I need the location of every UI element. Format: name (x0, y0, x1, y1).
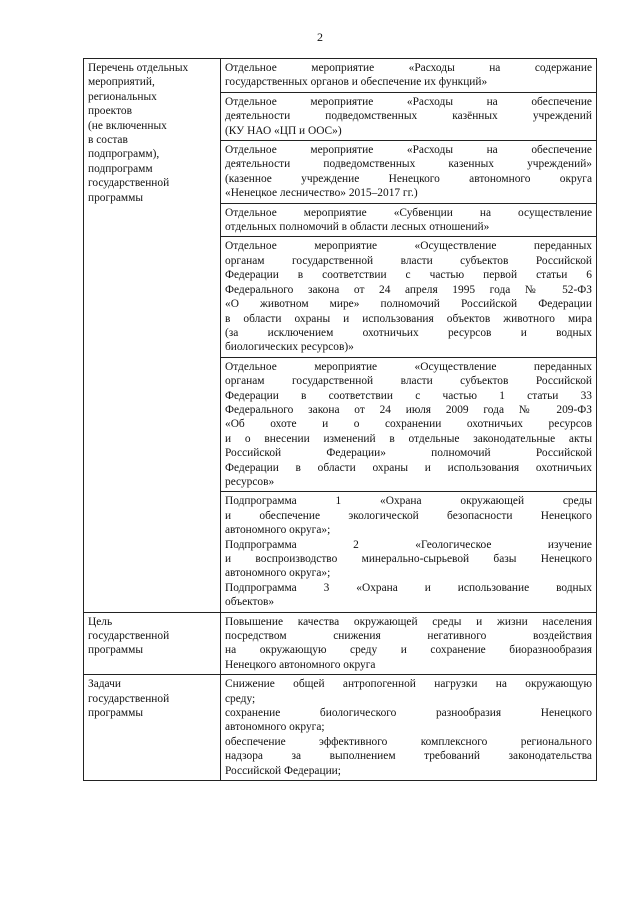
row-item-line: Повышение качества окружающей среды и жизни населения (225, 615, 592, 628)
row-item-line: в области охраны и использования объектов животного мира (225, 312, 592, 325)
row-label-line: мероприятий, (88, 76, 155, 89)
row-label-line: государственной (88, 177, 170, 190)
row-item-line: Подпрограмма 3 «Охрана и использование водных (225, 581, 592, 594)
row-item-line: Снижение общей антропогенной нагрузки на окружающую (225, 678, 592, 691)
row-label-line: в состав (88, 134, 128, 147)
row-item-line: и о внесении изменений в отдельные законодательные акты (225, 432, 592, 445)
row-item-cell (221, 612, 597, 675)
row-item-line: «Об охоте и о сохранении охотничьих ресурсов (225, 418, 592, 431)
row-item-line: автономного округа; (225, 721, 325, 734)
row-item-cell (221, 203, 597, 237)
row-item-line: на окружающую среду и сохранение биоразнообразия (225, 644, 592, 657)
row-item-line: Федерального закона от 24 июля 2009 года № 209-ФЗ (225, 403, 592, 416)
row-label-cell (84, 59, 221, 613)
row-label-cell (84, 612, 221, 675)
row-measures-list (84, 59, 597, 93)
row-item-line: органам государственной власти субъектов Российской (225, 254, 592, 267)
row-item-line: автономного округа»; (225, 524, 331, 537)
row-label-line: региональных (88, 90, 157, 103)
row-item-line: отдельных полномочий в области лесных отношений» (225, 221, 490, 234)
row-item-line: Федерации в соответствии с частью первой статьи 6 (225, 269, 592, 282)
row-item-line: и обеспечение экологической безопасности Ненецкого (225, 509, 592, 522)
row-item-line: Ненецкого автономного округа (225, 658, 376, 671)
row-label-line: государственной (88, 630, 170, 643)
row-item-line: Федерации в области охраны и использования охотничьих (225, 461, 592, 474)
page-number: 2 (317, 30, 323, 44)
row-item-cell (221, 492, 597, 612)
row-item-line: Отдельное мероприятие «Субвенции на осуществление (225, 206, 592, 219)
row-program-tasks (84, 675, 597, 781)
row-item-line: биологических ресурсов)» (225, 341, 354, 354)
row-item-line: (казенное учреждение Ненецкого автономного округа (225, 172, 592, 185)
row-label-cell (84, 675, 221, 781)
row-item-line: Подпрограмма 2 «Геологическое изучение (225, 538, 592, 551)
row-item-line: (за исключением охотничьих ресурсов и водных (225, 326, 592, 339)
row-item-line: «Ненецкое лесничество» 2015–2017 гг.) (225, 187, 418, 200)
row-item-cell (221, 59, 597, 93)
row-item-line: и воспроизводство минерально-сырьевой базы Ненецкого (225, 553, 592, 565)
row-item-line: автономного округа»; (225, 567, 331, 580)
row-label-line: Перечень отдельных (88, 62, 189, 74)
row-item-line: Отдельное мероприятие «Осуществление переданных (225, 360, 592, 373)
row-item-line: ресурсов» (225, 475, 275, 488)
row-item-line: посредством снижения негативного воздействия (225, 630, 592, 643)
row-item-line: среду; (225, 692, 256, 705)
row-item-line: Отдельное мероприятие «Осуществление переданных (225, 240, 592, 253)
row-item-line: Российской Федерации» полномочий Российской (225, 447, 592, 460)
row-item-line: Отдельное мероприятие «Расходы на содержание (225, 62, 592, 74)
row-item-line: Российской Федерации; (225, 764, 341, 777)
row-item-line: «О животном мире» полномочий Российской Федерации (225, 298, 592, 311)
row-item-line: деятельности подведомственных казенных учреждений» (225, 158, 592, 171)
row-item-line: (КУ НАО «ЦП и ООС») (225, 124, 342, 137)
row-item-cell (221, 675, 597, 781)
row-item-line: надзора за выполнением требований законодательства (225, 750, 592, 763)
row-label-line: проектов (88, 105, 132, 118)
row-label-line: Цель (88, 615, 113, 628)
program-passport-table (83, 58, 597, 781)
row-label-line: подпрограмм (88, 162, 153, 175)
row-item-line: обеспечение эффективного комплексного регионального (225, 735, 592, 748)
row-item-line: государственных органов и обеспечение их функций» (225, 76, 488, 89)
row-item-line: Отдельное мероприятие «Расходы на обеспечение (225, 95, 592, 108)
row-label-line: (не включенных (88, 119, 167, 132)
row-item-line: Федерального закона от 24 апреля 1995 года № 52-ФЗ (225, 283, 592, 296)
row-item-cell (221, 92, 597, 140)
row-item-line: органам государственной власти субъектов Российской (225, 375, 592, 388)
row-item-cell (221, 357, 597, 492)
row-item-cell (221, 141, 597, 204)
row-label-line: подпрограмм), (88, 148, 160, 161)
row-item-line: деятельности подведомственных казённых учреждений (225, 110, 592, 123)
row-item-line: Подпрограмма 1 «Охрана окружающей среды (225, 495, 592, 508)
row-program-goal (84, 612, 597, 675)
row-label-line: программы (88, 191, 143, 204)
row-label-line: государственной (88, 692, 170, 705)
row-label-line: Задачи (88, 678, 121, 691)
row-label-line: программы (88, 644, 143, 657)
row-label-line: программы (88, 707, 143, 720)
row-item-line: объектов» (225, 596, 275, 609)
row-item-cell (221, 237, 597, 357)
row-item-line: сохранение биологического разнообразия Ненецкого (225, 707, 592, 720)
row-item-line: Отдельное мероприятие «Расходы на обеспечение (225, 144, 592, 157)
row-item-line: Федерации в соответствии с частью 1 статьи 33 (225, 389, 592, 402)
